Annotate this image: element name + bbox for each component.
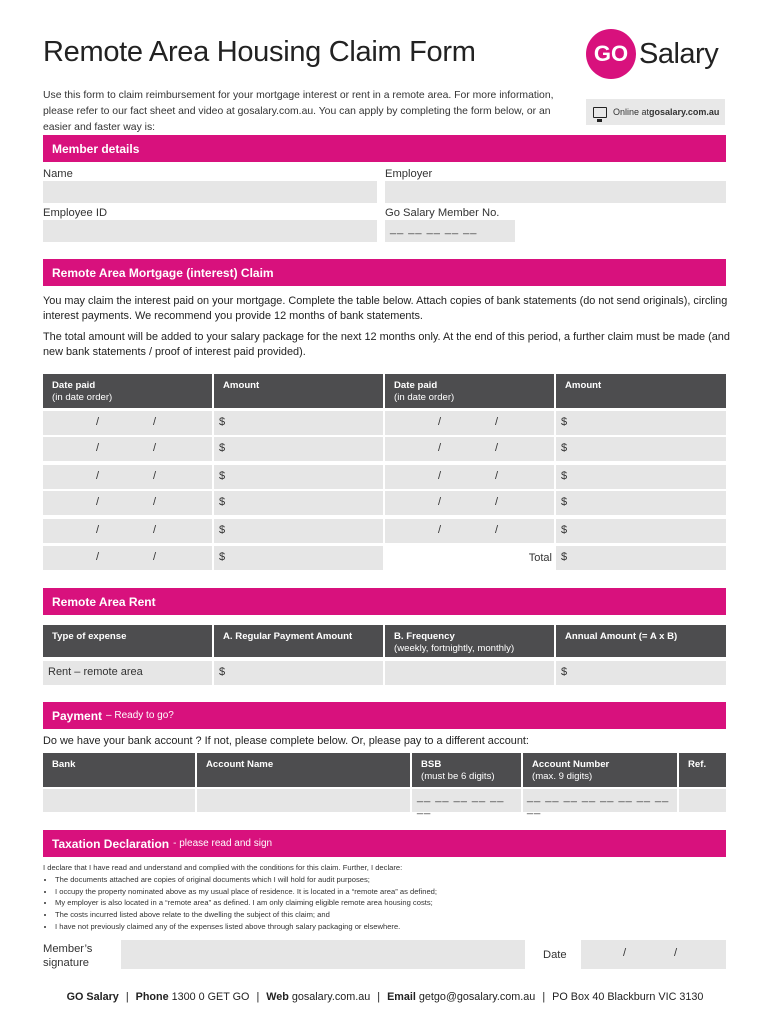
date-slash: /: [153, 551, 157, 563]
mortgage-amount-field[interactable]: [214, 465, 383, 489]
logo-go-mark: GO: [586, 29, 636, 79]
go-salary-logo: [586, 30, 718, 78]
footer: GO Salary | Phone 1300 0 GET GO | Web gosalary.com.au | Email getgo@gosalary.com.au | PO Box 40 Blackburn VIC 3130: [66, 991, 704, 1003]
dollar-sign: $: [561, 666, 568, 678]
rent-frequency-field[interactable]: [385, 661, 554, 685]
date-label: Date: [543, 949, 567, 961]
dollar-sign: $: [561, 470, 568, 482]
tax-item: • I have not previously claimed any of the expenses listed above through salary packaging or elsewhere.: [55, 921, 726, 933]
mortgage-date-field[interactable]: [385, 465, 554, 489]
mortgage-amount-field[interactable]: [214, 546, 383, 570]
dollar-sign: $: [561, 442, 568, 454]
payment-col-bsb: BSB (must be 6 digits): [412, 753, 521, 787]
date-slash: /: [438, 416, 442, 428]
tax-item: • The costs incurred listed above relate to the dwelling the subject of this claim; and: [55, 909, 726, 921]
dollar-sign: $: [561, 496, 568, 508]
payment-col-ref: Ref.: [679, 753, 726, 787]
date-slash: /: [153, 470, 157, 482]
date-slash: /: [438, 496, 442, 508]
employee-id-label: Employee ID: [43, 207, 108, 219]
tax-intro: I declare that I have read and understand and complied with the conditions for this claim. Further, I declare:: [43, 863, 403, 872]
signature-field[interactable]: [121, 940, 525, 969]
signature-label: Member’s signature: [43, 943, 93, 969]
mortgage-date-field[interactable]: [385, 491, 554, 515]
date-slash: /: [495, 496, 499, 508]
dollar-sign: $: [219, 416, 226, 428]
mortgage-date-field[interactable]: [385, 437, 554, 461]
bsb-dashes: __ __ __ __ __ __: [417, 791, 505, 815]
dollar-sign: $: [219, 442, 226, 454]
mortgage-amount-field[interactable]: [556, 437, 726, 461]
tax-item: • The documents attached are copies of original documents which I will hold for audit purposes;: [55, 874, 726, 886]
bank-field[interactable]: [43, 789, 195, 812]
bsb-field[interactable]: [412, 789, 521, 815]
name-label: Name: [43, 168, 73, 180]
mortgage-col-amount-left: Amount: [214, 374, 383, 408]
date-slash: /: [153, 524, 157, 536]
footer-phone-label: Phone: [135, 991, 169, 1003]
name-field[interactable]: [43, 181, 377, 203]
footer-email[interactable]: getgo@gosalary.com.au: [418, 991, 536, 1003]
employee-id-field[interactable]: [43, 220, 377, 242]
mortgage-para-1: You may claim the interest paid on your mortgage. Complete the table below. Attach copies of bank statements (do not send originals), circling interest payments. We recommend you provide 12 months of bank statements.: [43, 295, 728, 322]
account-number-field[interactable]: [523, 789, 677, 815]
dollar-sign: $: [219, 551, 226, 563]
date-slash: /: [623, 947, 627, 959]
dollar-sign: $: [561, 524, 568, 536]
mortgage-date-field[interactable]: [43, 546, 212, 570]
footer-email-label: Email: [387, 991, 416, 1003]
date-slash: /: [96, 416, 100, 428]
total-label: Total: [528, 552, 552, 564]
intro-text: Use this form to claim reimbursement for your mortgage interest or rent in a remote area. For more information, please refer to our fact sheet and video at gosalary.com.au. You can apply by completing the form below, or an easier and faster way is:: [43, 90, 554, 133]
date-slash: /: [96, 551, 100, 563]
rent-col-regular-amount: A. Regular Payment Amount: [214, 625, 383, 657]
rent-col-annual-amount: Annual Amount (= A x B): [556, 625, 726, 657]
mortgage-date-field[interactable]: [43, 491, 212, 515]
payment-col-account-name: Account Name: [197, 753, 410, 787]
date-slash: /: [495, 416, 499, 428]
dollar-sign: $: [219, 496, 226, 508]
mortgage-amount-field[interactable]: [214, 411, 383, 435]
date-slash: /: [153, 496, 157, 508]
mortgage-date-field[interactable]: [385, 519, 554, 543]
payment-question: Do we have your bank account ? If not, please complete below. Or, please pay to a different account:: [43, 735, 529, 747]
tax-item: • I occupy the property nominated above as my usual place of residence. It is located in a “remote area” as defined;: [55, 886, 726, 898]
mortgage-col-date-left: Date paid (in date order): [43, 374, 212, 408]
footer-brand: GO Salary: [66, 991, 119, 1003]
rent-heading: Remote Area Rent: [43, 588, 726, 615]
payment-col-account-number: Account Number (max. 9 digits): [523, 753, 677, 787]
footer-address: PO Box 40 Blackburn VIC 3130: [552, 991, 704, 1003]
mortgage-amount-field[interactable]: [556, 411, 726, 435]
mortgage-amount-field[interactable]: [556, 519, 726, 543]
tax-list: [43, 874, 726, 933]
member-no-field[interactable]: [385, 220, 515, 242]
dollar-sign: $: [219, 524, 226, 536]
mortgage-date-field[interactable]: [43, 519, 212, 543]
date-slash: /: [495, 442, 499, 454]
logo-salary-text: Salary: [639, 37, 719, 70]
mortgage-para-2: The total amount will be added to your salary package for the next 12 months only. At the end of this period, a further claim must be made (and new bank statements / proof of interest paid provided).: [43, 331, 730, 358]
dollar-sign: $: [219, 470, 226, 482]
monitor-icon: [593, 107, 607, 118]
dollar-sign: $: [219, 666, 226, 678]
mortgage-amount-field[interactable]: [214, 437, 383, 461]
mortgage-amount-field[interactable]: [214, 491, 383, 515]
member-no-dashes: __ __ __ __ __: [390, 223, 478, 235]
dollar-sign: $: [561, 551, 568, 563]
member-details-heading: Member details: [43, 135, 726, 162]
mortgage-date-field[interactable]: [43, 411, 212, 435]
date-slash: /: [153, 416, 157, 428]
mortgage-date-field[interactable]: [43, 437, 212, 461]
mortgage-total-field[interactable]: [556, 546, 726, 570]
footer-phone: 1300 0 GET GO: [171, 991, 250, 1003]
rent-type-cell: Rent – remote area: [43, 661, 212, 685]
date-slash: /: [438, 442, 442, 454]
date-slash: /: [96, 470, 100, 482]
mortgage-date-field[interactable]: [43, 465, 212, 489]
date-slash: /: [495, 470, 499, 482]
online-url: gosalary.com.au: [649, 107, 720, 117]
date-slash: /: [674, 947, 678, 959]
page-title: Remote Area Housing Claim Form: [43, 36, 476, 68]
online-apply-link[interactable]: [586, 99, 725, 125]
mortgage-total-label-cell: [385, 546, 554, 570]
employer-field[interactable]: [385, 181, 726, 203]
mortgage-amount-field[interactable]: [556, 465, 726, 489]
rent-col-type: Type of expense: [43, 625, 212, 657]
tax-declaration: [43, 862, 726, 933]
rent-regular-amount-field[interactable]: [214, 661, 383, 685]
ref-field[interactable]: [679, 789, 726, 812]
payment-heading: Payment – Ready to go?: [43, 702, 726, 729]
employer-label: Employer: [385, 168, 433, 180]
dollar-sign: $: [561, 416, 568, 428]
member-no-label: Go Salary Member No.: [385, 207, 500, 219]
account-number-dashes: __ __ __ __ __ __ __ __ __: [527, 791, 670, 815]
rent-col-frequency: B. Frequency (weekly, fortnightly, monthly): [385, 625, 554, 657]
date-slash: /: [96, 524, 100, 536]
date-slash: /: [96, 442, 100, 454]
rent-annual-amount-field[interactable]: [556, 661, 726, 685]
date-slash: /: [438, 524, 442, 536]
footer-web[interactable]: gosalary.com.au: [291, 991, 371, 1003]
tax-item: • My employer is also located in a “remote area” as defined. I am only claiming eligible remote area housing costs;: [55, 897, 726, 909]
account-name-field[interactable]: [197, 789, 410, 812]
mortgage-date-field[interactable]: [385, 411, 554, 435]
tax-heading: Taxation Declaration - please read and sign: [43, 830, 726, 857]
date-slash: /: [495, 524, 499, 536]
date-field[interactable]: [581, 940, 726, 969]
mortgage-amount-field[interactable]: [214, 519, 383, 543]
payment-col-bank: Bank: [43, 753, 195, 787]
date-slash: /: [96, 496, 100, 508]
footer-web-label: Web: [266, 991, 289, 1003]
mortgage-heading: Remote Area Mortgage (interest) Claim: [43, 259, 726, 286]
date-slash: /: [153, 442, 157, 454]
mortgage-col-date-right: Date paid (in date order): [385, 374, 554, 408]
date-slash: /: [438, 470, 442, 482]
mortgage-col-amount-right: Amount: [556, 374, 726, 408]
mortgage-amount-field[interactable]: [556, 491, 726, 515]
online-prefix: Online at: [613, 107, 650, 117]
